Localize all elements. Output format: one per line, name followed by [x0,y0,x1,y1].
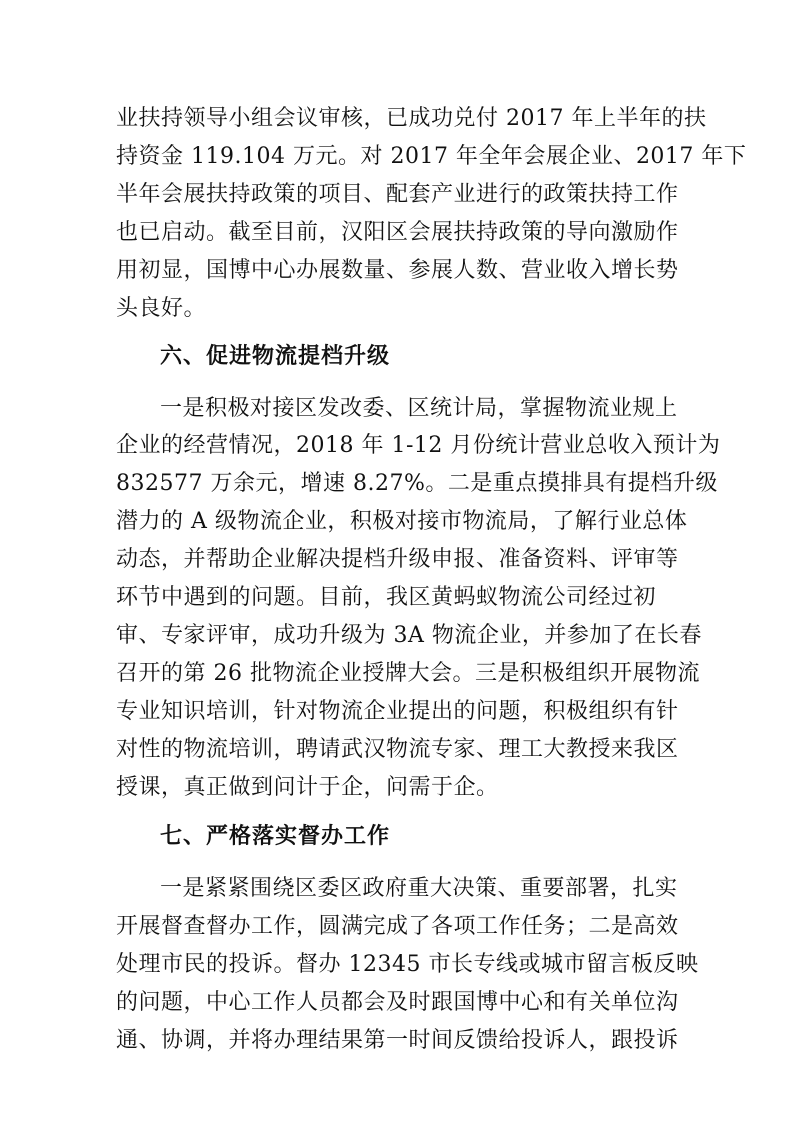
paragraph-line: 的问题，中心工作人员都会及时跟国博中心和有关单位沟 [116,990,679,1015]
paragraph-line: 处理市民的投诉。督办 12345 市长专线或城市留言板反映 [116,952,699,977]
paragraph-line: 一是积极对接区发改委、区统计局，掌握物流业规上 [160,396,678,421]
paragraph-line: 开展督查督办工作，圆满完成了各项工作任务；二是高效 [116,914,679,939]
paragraph-line: 通、协调，并将办理结果第一时间反馈给投诉人，跟投诉 [116,1028,679,1053]
paragraph-line: 也已启动。截至目前，汉阳区会展扶持政策的导向激励作 [116,220,679,245]
paragraph-line: 832577 万余元，增速 8.27%。二是重点摸排具有提档升级 [116,471,718,496]
paragraph-line: 专业知识培训，针对物流企业提出的问题，积极组织有针 [116,699,679,724]
paragraph-line: 用初显，国博中心办展数量、参展人数、营业收入增长势 [116,258,679,283]
paragraph-line: 对性的物流培训，聘请武汉物流专家、理工大教授来我区 [116,737,679,762]
paragraph-line: 持资金 119.104 万元。对 2017 年全年会展企业、2017 年下 [116,144,747,169]
section-heading-6: 六、促进物流提档升级 [160,344,391,369]
paragraph-line: 召开的第 26 批物流企业授牌大会。三是积极组织开展物流 [116,661,700,686]
paragraph-line: 头良好。 [116,296,207,321]
paragraph-line: 动态，并帮助企业解决提档升级申报、准备资料、评审等 [116,547,679,572]
paragraph-line: 业扶持领导小组会议审核，已成功兑付 2017 年上半年的扶 [116,106,707,131]
paragraph-line: 潜力的 A 级物流企业，积极对接市物流局，了解行业总体 [116,509,688,534]
paragraph-line: 授课，真正做到问计于企，问需于企。 [116,775,499,800]
paragraph-line: 一是紧紧围绕区委区政府重大决策、重要部署，扎实 [160,876,678,901]
paragraph-line: 审、专家评审，成功升级为 3A 物流企业，并参加了在长春 [116,623,702,648]
paragraph-line: 环节中遇到的问题。目前，我区黄蚂蚁物流公司经过初 [116,585,657,610]
paragraph-line: 企业的经营情况，2018 年 1-12 月份统计营业总收入预计为 [116,433,721,458]
paragraph-line: 半年会展扶持政策的项目、配套产业进行的政策扶持工作 [116,182,679,207]
section-heading-7: 七、严格落实督办工作 [160,824,391,849]
